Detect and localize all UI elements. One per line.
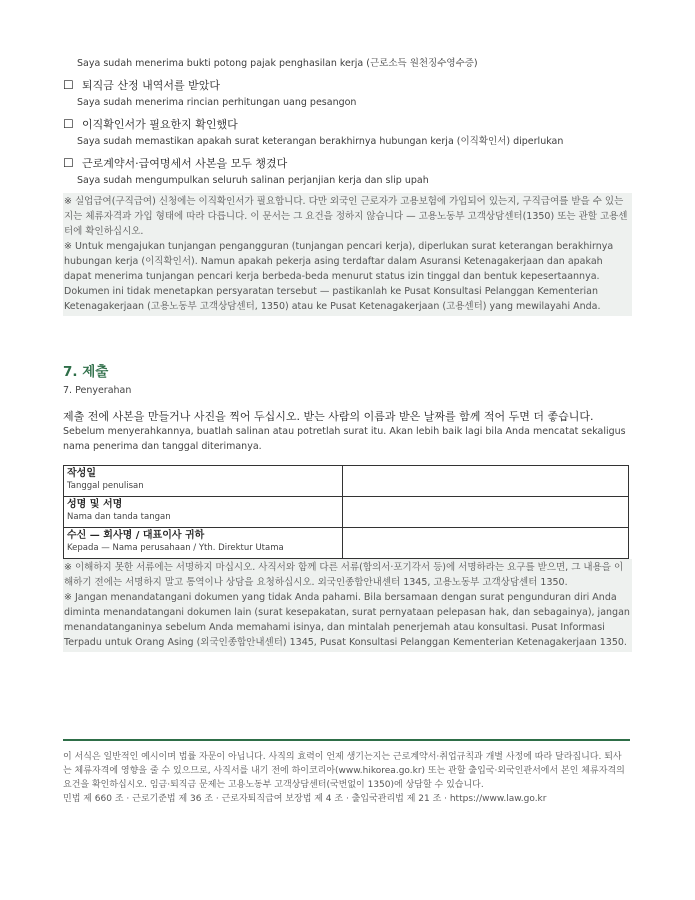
checklist-item <box>63 156 630 187</box>
submission-instruction-indonesian: Sebelum menyerahkannya, buatlah salinan atau potretlah surat itu. Akan lebih baik lagi bila Anda mencatat sekaligus nama penerima dan tanggal diterimanya. <box>63 426 626 452</box>
note-indonesian: ※ Jangan menandatangani dokumen yang tidak Anda pahami. Bila bersamaan dengan surat pengunduran diri Anda diminta menandatangani dokumen lain (surat kesepakatan, surat pernyataan pelepasan hak, dan sebagainya), jangan menandatanganinya sebelum Anda memahami isinya, dan mintalah penerjemah atau konsultasi. Pusat Informasi Terpadu untuk Orang Asing (외국인종합안내센터) 1345, Pusat Konsultasi Pelanggan Kementerian Ketenagakerjaan 1350. <box>64 592 630 648</box>
table-row <box>64 466 629 497</box>
section-subtitle: 7. Penyerahan <box>63 385 132 396</box>
table-row <box>64 497 629 528</box>
checklist-item-label: 이직확인서가 필요한지 확인했다 <box>82 118 238 131</box>
note-korean: ※ 이해하지 못한 서류에는 서명하지 마십시오. 사직서와 함께 다른 서류(합의서·포기각서 등)에 서명하라는 요구를 받으면, 그 내용을 이해하기 전에는 서명하지 말고 통역이나 상담을 요청하십시오. 외국인종합안내센터 1345, 고용노동부 고객상담센터 1350. <box>64 562 624 588</box>
field-label-translation: Nama dan tanda tangan <box>67 512 171 522</box>
receipt-table <box>63 465 629 559</box>
recipient-field[interactable] <box>343 528 629 559</box>
table-row <box>64 528 629 559</box>
checkbox[interactable]: ☐ <box>63 78 74 92</box>
unemployment-benefit-note <box>63 193 632 316</box>
recipient-label-cell <box>64 528 343 559</box>
checklist-item-label: 근로계약서·급여명세서 사본을 모두 챙겼다 <box>82 157 288 170</box>
section-title: 7. 제출 <box>63 364 109 380</box>
field-label-translation: Kepada — Nama perusahaan / Yth. Direktur Utama <box>67 543 284 553</box>
note-korean: ※ 실업급여(구직급여) 신청에는 이직확인서가 필요합니다. 다만 외국인 근로자가 고용보험에 가입되어 있는지, 구직급여를 받을 수 있는지는 체류자격과 가입 형태에 따라 다릅니다. 이 문서는 그 요건을 정하지 않습니다 — 고용노동부 고객상담센터(1350) 또는 관할 고용센터에 확인하십시오. <box>64 196 628 237</box>
checklist-item-translation: Saya sudah memastikan apakah surat keterangan berakhirnya hubungan kerja (이직확인서) diperlukan <box>77 136 564 147</box>
date-field[interactable] <box>343 466 629 497</box>
document-page <box>63 0 630 652</box>
checklist-item-translation: Saya sudah menerima rincian perhitungan uang pesangon <box>77 97 357 108</box>
field-label: 작성일 <box>67 468 96 479</box>
checklist-item <box>63 117 630 148</box>
note-indonesian: ※ Untuk mengajukan tunjangan pengangguran (tunjangan pencari kerja), diperlukan surat keterangan berakhirnya hubungan kerja (이직확인서). Namun apakah pekerja asing terdaftar dalam Asuransi Ketenagakerjaan dan apakah dapat menerima tunjangan pencari kerja berbeda-beda menurut status izin tinggal dan bentuk kepesertaannya. Dokumen ini tidak menetapkan persyaratan tersebut — pastikanlah ke Pusat Konsultasi Pelanggan Kementerian Ketenagakerjaan (고용노동부 고객상담센터, 1350) atau ke Pusat Ketenagakerjaan (고용센터) yang mewilayahi Anda. <box>64 241 614 312</box>
name-signature-field[interactable] <box>343 497 629 528</box>
legal-references: 민법 제 660 조 · 근로기준법 제 36 조 · 근로자퇴직급여 보장법 제 4 조 · 출입국관리법 제 21 조 · https://www.law.go.kr <box>63 794 547 804</box>
field-label: 수신 — 회사명 / 대표이사 귀하 <box>67 530 205 541</box>
footer-disclaimer <box>63 750 630 806</box>
signature-warning-note <box>63 559 632 652</box>
field-label: 성명 및 서명 <box>67 499 123 510</box>
checklist-item-translation: Saya sudah menerima bukti potong pajak penghasilan kerja (근로소득 원천징수영수증) <box>77 58 478 69</box>
field-label-translation: Tanggal penulisan <box>67 481 144 491</box>
disclaimer-text: 이 서식은 일반적인 예시이며 법률 자문이 아닙니다. 사직의 효력이 언제 생기는지는 근로계약서·취업규칙과 개별 사정에 따라 달라집니다. 퇴사는 체류자격에 영향을 줄 수 있으므로, 사직서를 내기 전에 하이코리아(www.hikorea.go.kr) 또는 관할 출입국·외국인관서에서 본인 체류자격의 요건을 확인하십시오. 임금·퇴직금 문제는 고용노동부 고객상담센터(국번없이 1350)에 상담할 수 있습니다. <box>63 752 625 790</box>
submission-instruction-korean: 제출 전에 사본을 만들거나 사진을 찍어 두십시오. 받는 사람의 이름과 받은 날짜를 함께 적어 두면 더 좋습니다. <box>63 410 594 423</box>
footer-divider <box>63 739 630 741</box>
name-signature-label-cell <box>64 497 343 528</box>
checkbox[interactable]: ☐ <box>63 117 74 131</box>
checkbox[interactable]: ☐ <box>63 156 74 170</box>
date-label-cell <box>64 466 343 497</box>
checklist-item-label: 퇴직금 산정 내역서를 받았다 <box>82 79 221 92</box>
checklist-item <box>63 78 630 109</box>
checklist-item-translation: Saya sudah mengumpulkan seluruh salinan perjanjian kerja dan slip upah <box>77 175 429 186</box>
